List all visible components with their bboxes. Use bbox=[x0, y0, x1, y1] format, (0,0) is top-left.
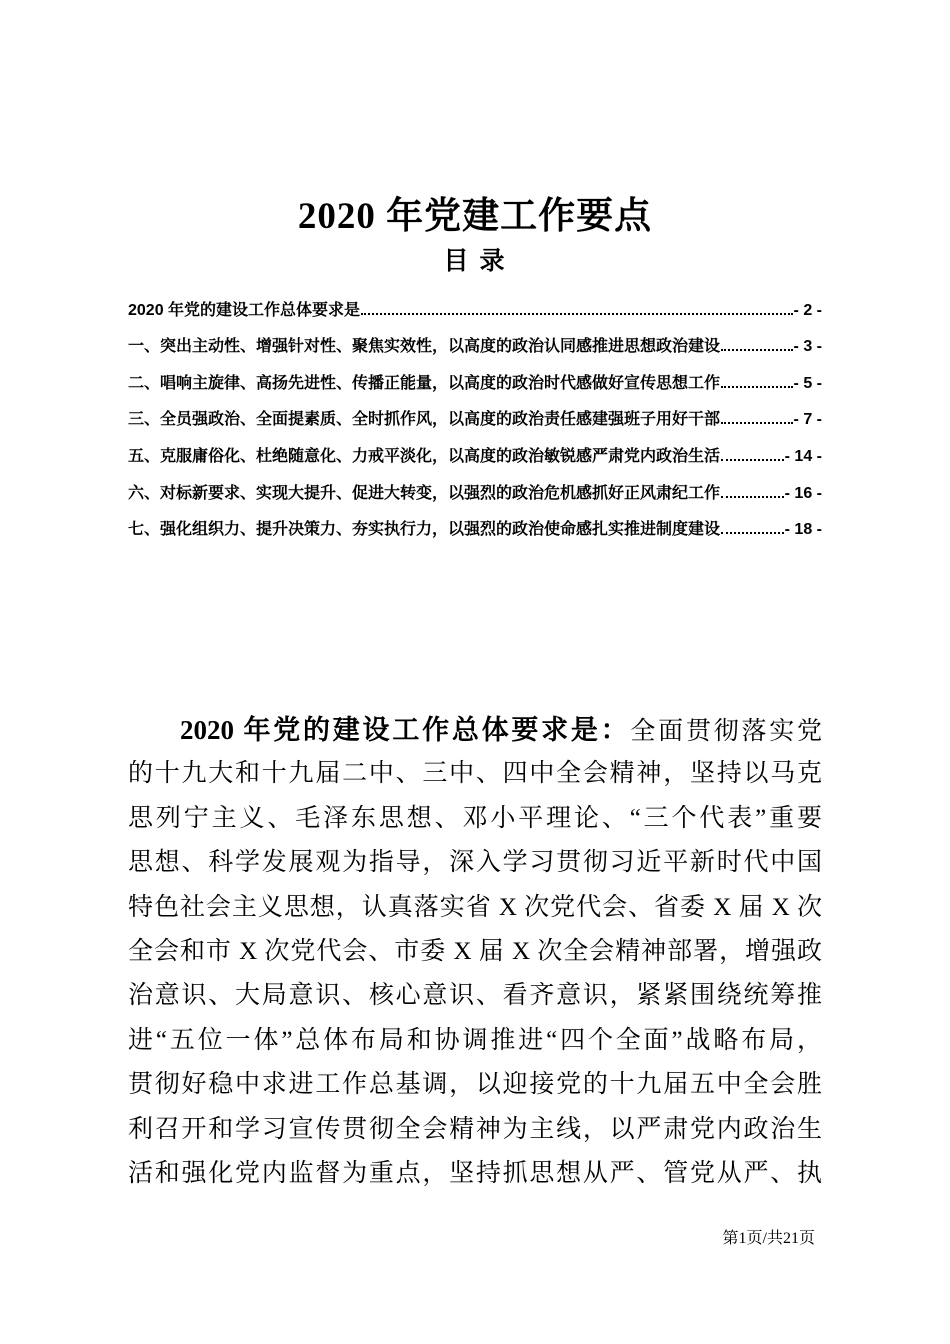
page-number-indicator: 第1页/共21页 bbox=[722, 1230, 815, 1247]
toc-entry-label: 二、唱响主旋律、高扬先进性、传播正能量，以高度的政治时代感做好宣传思想工作 bbox=[128, 374, 721, 392]
toc-dot-leader bbox=[721, 422, 793, 424]
toc-page-number: - 5 - bbox=[793, 374, 822, 392]
toc-entry[interactable] bbox=[128, 285, 822, 322]
body-line: 全会和市 X 次党代会、市委 X 届 X 次全会精神部署，增强政 bbox=[128, 937, 822, 965]
body-line: 利召开和学习宣传贯彻全会精神为主线，以严肃党内政治生 bbox=[128, 1115, 822, 1143]
toc-entry-label: 一、突出主动性、增强针对性、聚焦实效性，以高度的政治认同感推进思想政治建设 bbox=[128, 338, 721, 356]
body-line: 的十九大和十九届二中、三中、四中全会精神，坚持以马克 bbox=[128, 760, 822, 788]
document-title: 2020 年党建工作要点 bbox=[297, 195, 653, 237]
body-line: 2020 年党的建设工作总体要求是：全面贯彻落实党 bbox=[180, 715, 822, 745]
toc-entry[interactable] bbox=[128, 431, 822, 468]
toc-entry[interactable] bbox=[128, 358, 822, 395]
toc-entry-label: 五、克服庸俗化、杜绝随意化、力戒平淡化，以高度的政治敏锐感严肃党内政治生活 bbox=[128, 447, 721, 465]
toc-page-number: - 7 - bbox=[793, 411, 822, 429]
body-line: 贯彻好稳中求进工作总基调，以迎接党的十九届五中全会胜 bbox=[128, 1071, 822, 1099]
table-of-contents bbox=[128, 285, 822, 541]
toc-dot-leader bbox=[721, 496, 784, 498]
toc-dot-leader bbox=[721, 349, 793, 351]
body-line: 思列宁主义、毛泽东思想、邓小平理论、“三个代表”重要 bbox=[128, 804, 822, 832]
toc-page-number: - 2 - bbox=[793, 301, 822, 319]
toc-dot-leader bbox=[721, 386, 793, 388]
toc-page-number: - 14 - bbox=[784, 447, 822, 465]
body-line: 思想、科学发展观为指导，深入学习贯彻习近平新时代中国 bbox=[128, 849, 822, 877]
body-line: 特色社会主义思想，认真落实省 X 次党代会、省委 X 届 X 次 bbox=[128, 893, 822, 921]
toc-entry[interactable] bbox=[128, 395, 822, 432]
toc-dot-leader bbox=[361, 313, 793, 315]
toc-page-number: - 3 - bbox=[793, 338, 822, 356]
toc-entry[interactable] bbox=[128, 322, 822, 359]
body-line: 进“五位一体”总体布局和协调推进“四个全面”战略布局， bbox=[128, 1026, 822, 1054]
toc-dot-leader bbox=[721, 459, 784, 461]
toc-page-number: - 16 - bbox=[784, 484, 822, 502]
toc-heading: 目 录 bbox=[443, 247, 507, 275]
toc-dot-leader bbox=[721, 532, 784, 534]
body-line: 活和强化党内监督为重点，坚持抓思想从严、管党从严、执 bbox=[128, 1159, 822, 1187]
toc-entry-label: 六、对标新要求、实现大提升、促进大转变，以强烈的政治危机感抓好正风肃纪工作 bbox=[128, 484, 721, 502]
toc-entry[interactable] bbox=[128, 505, 822, 542]
toc-entry-label: 三、全员强政治、全面提素质、全时抓作风，以高度的政治责任感建强班子用好干部 bbox=[128, 411, 721, 429]
toc-entry[interactable] bbox=[128, 468, 822, 505]
toc-entry-label: 2020 年党的建设工作总体要求是 bbox=[128, 301, 361, 319]
body-lead-text: 2020 年党的建设工作总体要求是： bbox=[180, 715, 631, 745]
body-line: 治意识、大局意识、核心意识、看齐意识，紧紧围绕统筹推 bbox=[128, 982, 822, 1010]
toc-entry-label: 七、强化组织力、提升决策力、夯实执行力，以强烈的政治使命感扎实推进制度建设 bbox=[128, 521, 721, 539]
toc-page-number: - 18 - bbox=[784, 521, 822, 539]
body-paragraph bbox=[128, 708, 822, 1196]
